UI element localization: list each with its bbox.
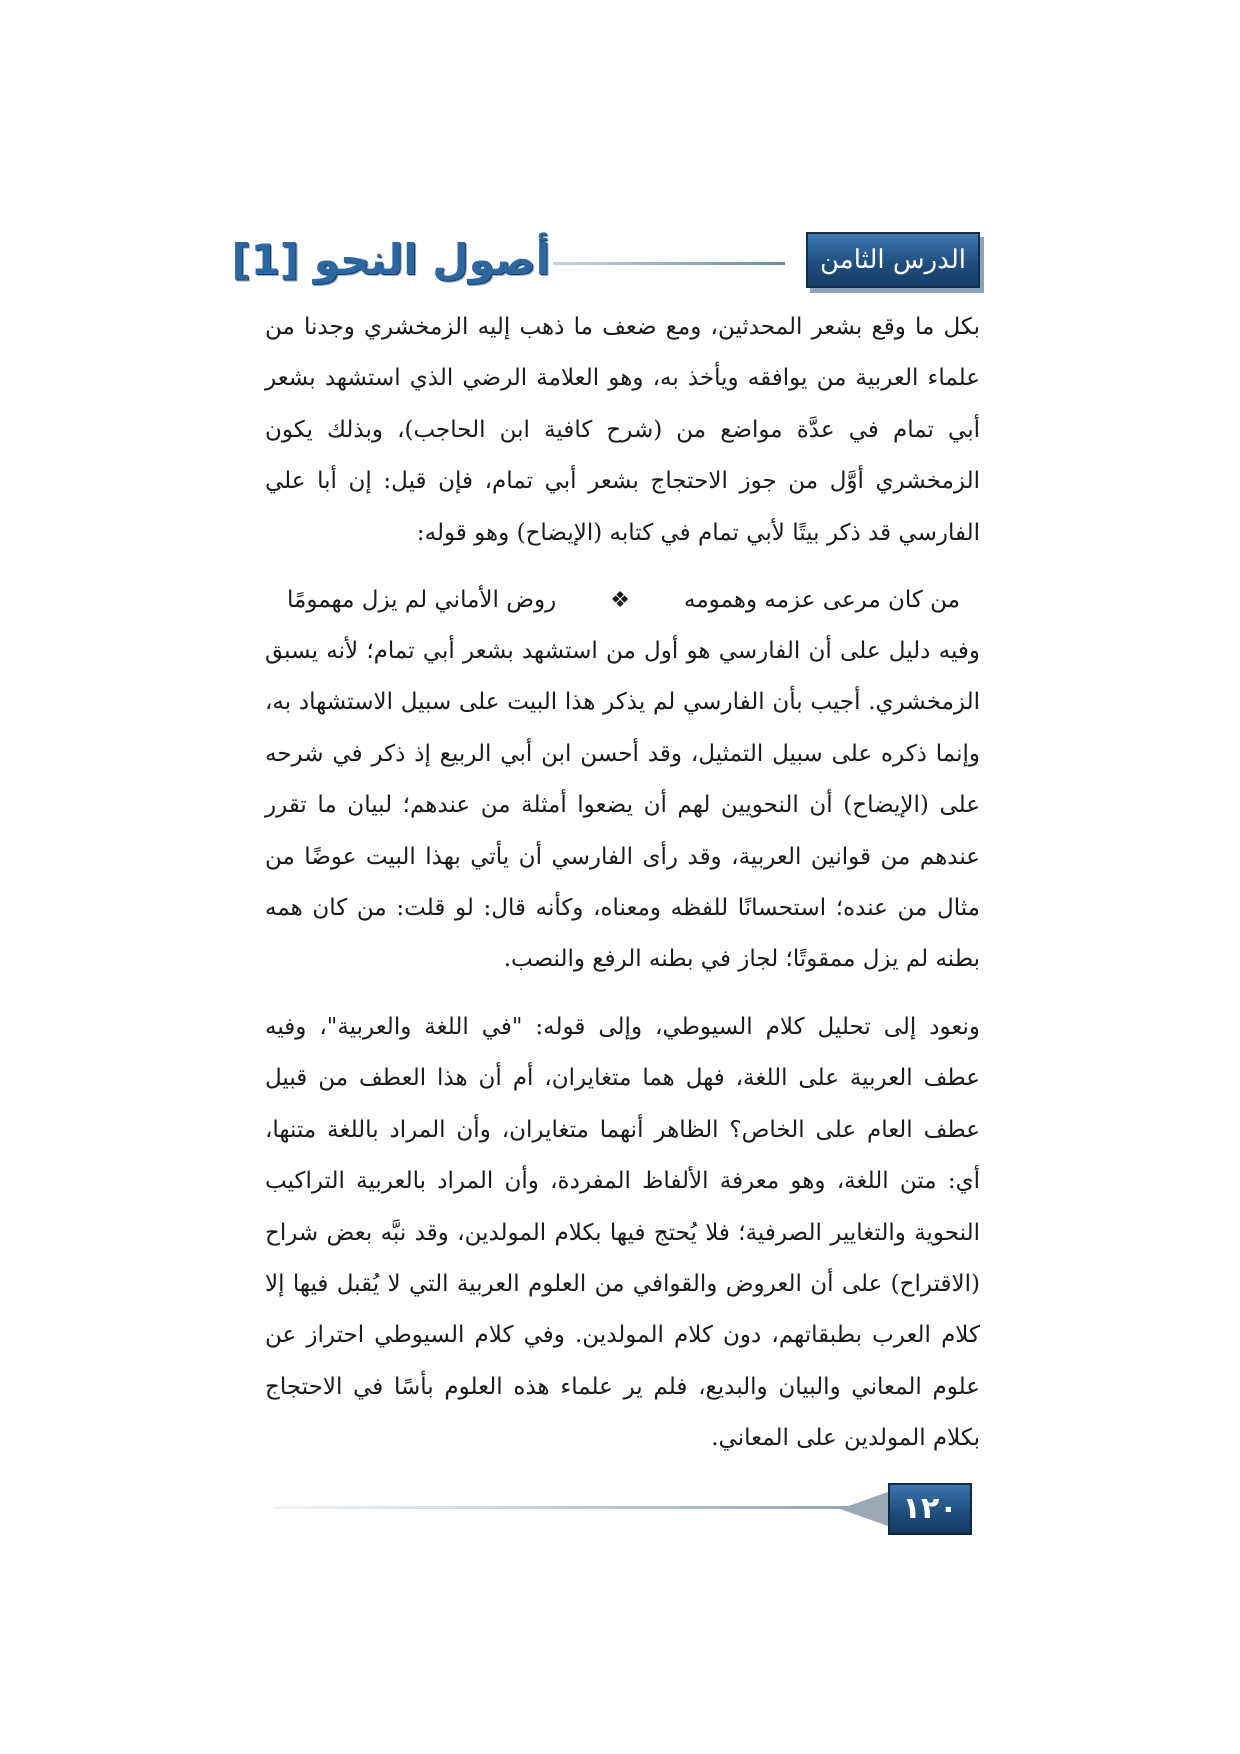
page-number: ١٢٠ (888, 1483, 972, 1535)
paragraph-1: بكل ما وقع بشعر المحدثين، ومع ضعف ما ذهب إليه الزمخشري وجدنا من علماء العربية من يوافقه ويأخذ به، وهو العلامة الرضي الذي استشهد بشعر أبي تمام في عدَّة مواضع من (شرح كافية ابن الحاجب)، وبذلك يكون الزمخشري أوَّل من جوز الاحتجاج بشعر أبي تمام، فإن قيل: إن أبا علي الفارسي قد ذكر بيتًا لأبي تمام في كتابه (الإيضاح) وهو قوله: (265, 314, 980, 546)
chapter-title: أصول النحو [1] (231, 235, 550, 284)
footer-divider (273, 1506, 888, 1509)
paragraph-2: وفيه دليل على أن الفارسي هو أول من استشهد بشعر أبي تمام؛ لأنه يسبق الزمخشري. أجيب بأن الفارسي لم يذكر هذا البيت على سبيل الاستشهاد به، وإنما ذكره على سبيل التمثيل، وقد أحسن ابن أبي الربيع إذ ذكر في شرحه على (الإيضاح) أن النحويين لهم أن يضعوا أمثلة من عندهم؛ لبيان ما تقرر عندهم من قوانين العربية، وقد رأى الفارسي أن يأتي بهذا البيت عوضًا من مثال من عنده؛ استحسانًا للفظه ومعناه، وكأنه قال: لو قلت: من كان همه بطنه لم يزل ممقوتًا؛ لجاز في بطنه الرفع والنصب. (265, 638, 980, 973)
poetry-verse (265, 575, 980, 626)
verse-separator-icon: ❖ (610, 588, 630, 614)
verse-first-hemistich: من كان مرعى عزمه وهمومه (684, 587, 960, 614)
lesson-label: الدرس الثامن (806, 232, 980, 288)
header-divider (553, 262, 785, 265)
verse-second-hemistich: روض الأماني لم يزل مهمومًا (287, 587, 557, 614)
page-header (231, 232, 980, 290)
body-text (265, 302, 980, 1465)
footer-wedge (840, 1492, 888, 1526)
paragraph-3: ونعود إلى تحليل كلام السيوطي، وإلى قوله: "في اللغة والعربية"، وفيه عطف العربية على اللغة، فهل هما متغايران، أم أن هذا العطف من قبيل عطف العام على الخاص؟ الظاهر أنهما متغايران، وأن المراد باللغة متنها، أي: متن اللغة، وهو معرفة الألفاظ المفردة، وأن المراد بالعربية التراكيب النحوية والتغايير الصرفية؛ فلا يُحتج فيها بكلام المولدين، وقد نبَّه بعض شراح (الاقتراح) على أن العروض والقوافي من العلوم العربية التي لا يُقبل فيها إلا كلام العرب بطبقاتهم، دون كلام المولدين. وفي كلام السيوطي احتراز عن علوم المعاني والبيان والبديع، فلم ير علماء هذه العلوم بأسًا في الاحتجاج بكلام المولدين على المعاني. (265, 1013, 980, 1452)
